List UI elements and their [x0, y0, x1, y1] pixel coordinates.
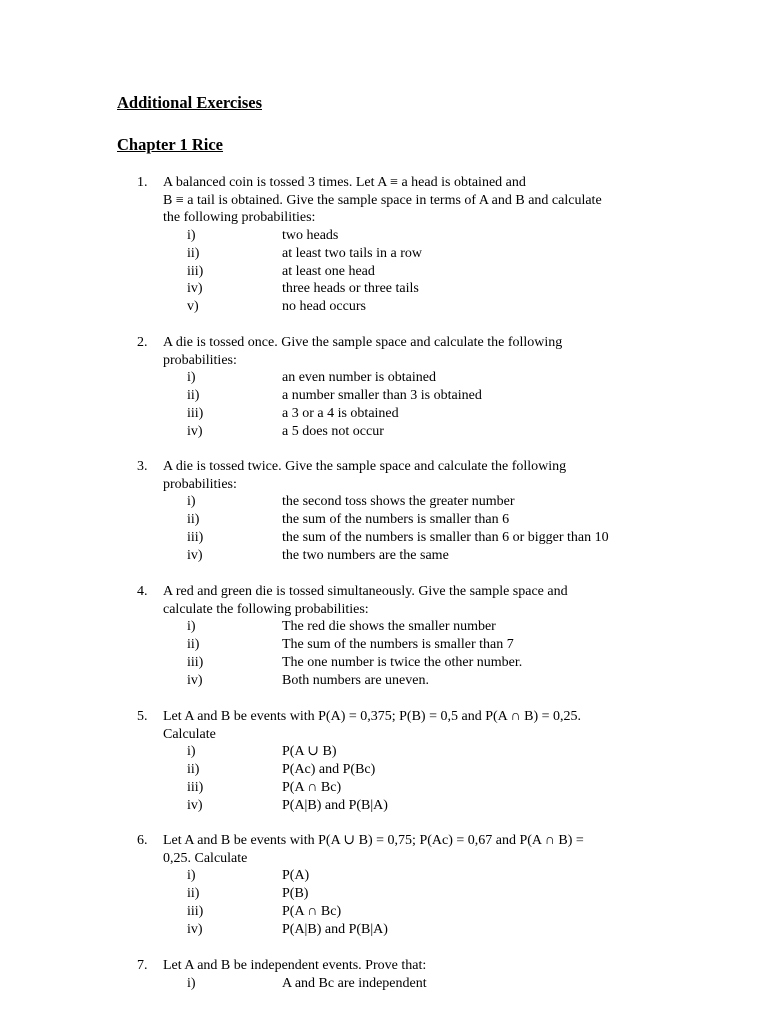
- sub-question: [137, 672, 657, 690]
- sub-text: a number smaller than 3 is obtained: [282, 388, 482, 404]
- sub-question: [137, 797, 657, 815]
- sub-text: at least two tails in a row: [282, 245, 422, 261]
- exercise-text-line: Let A and B be events with P(A) = 0,375; P(B) = 0,5 and P(A ∩ B) = 0,25.: [163, 709, 581, 724]
- sub-label: iii): [187, 405, 204, 421]
- exercise-5: [137, 708, 657, 814]
- exercise-2: [137, 334, 657, 440]
- sub-label: ii): [187, 512, 200, 528]
- sub-label: i): [187, 494, 196, 510]
- sub-question: [137, 761, 657, 779]
- sub-question: [137, 263, 657, 281]
- sub-question: [137, 529, 657, 547]
- exercise-1: [137, 174, 657, 316]
- exercise-7: [137, 957, 657, 992]
- exercise-text-line: probabilities:: [163, 352, 237, 368]
- sub-label: iv): [187, 547, 203, 563]
- exercise-text-line: A die is tossed once. Give the sample space and calculate the following: [163, 335, 563, 350]
- exercise-number: 2.: [137, 335, 148, 350]
- sub-text: at least one head: [282, 263, 375, 279]
- sub-text: Both numbers are uneven.: [282, 672, 429, 688]
- sub-question: [137, 227, 657, 245]
- sub-question: [137, 618, 657, 636]
- exercise-number: 1.: [137, 175, 148, 190]
- sub-label: iii): [187, 263, 204, 279]
- exercise-text-line: B ≡ a tail is obtained. Give the sample space in terms of A and B and calculate: [163, 192, 602, 208]
- sub-label: i): [187, 868, 196, 884]
- exercise-text-line: A die is tossed twice. Give the sample space and calculate the following: [163, 459, 567, 474]
- sub-text: a 5 does not occur: [282, 423, 384, 439]
- sub-question: [137, 423, 657, 441]
- sub-label: v): [187, 298, 199, 314]
- exercise-3: [137, 458, 657, 564]
- exercise-number: 3.: [137, 459, 148, 474]
- sub-label: iv): [187, 921, 203, 937]
- sub-text: The sum of the numbers is smaller than 7: [282, 637, 514, 653]
- exercise-text-line: A balanced coin is tossed 3 times. Let A ≡ a head is obtained and: [163, 175, 526, 190]
- page-title: Additional Exercises: [117, 93, 262, 112]
- sub-question: [137, 921, 657, 939]
- exercise-number: 5.: [137, 709, 148, 724]
- sub-label: i): [187, 228, 196, 244]
- sub-text: P(A ∪ B): [282, 744, 337, 760]
- sub-label: iv): [187, 423, 203, 439]
- sub-label: i): [187, 975, 196, 991]
- sub-question: [137, 547, 657, 565]
- sub-label: iii): [187, 529, 204, 545]
- sub-question: [137, 405, 657, 423]
- sub-question: [137, 779, 657, 797]
- exercise-text-line: calculate the following probabilities:: [163, 601, 369, 617]
- exercise-text-line: Calculate: [163, 726, 216, 742]
- sub-text: P(Ac) and P(Bc): [282, 762, 376, 778]
- sub-text: the sum of the numbers is smaller than 6 or bigger than 10: [282, 529, 609, 545]
- sub-question: [137, 369, 657, 387]
- sub-text: a 3 or a 4 is obtained: [282, 405, 399, 421]
- exercise-number: 7.: [137, 958, 148, 973]
- sub-question: [137, 298, 657, 316]
- chapter-heading: Chapter 1 Rice: [117, 135, 224, 154]
- sub-label: iii): [187, 903, 204, 919]
- sub-question: [137, 743, 657, 761]
- sub-text: A and Bc are independent: [282, 975, 427, 991]
- sub-text: P(A ∩ Bc): [282, 779, 342, 795]
- exercise-6: [137, 832, 657, 938]
- sub-label: iii): [187, 779, 204, 795]
- sub-question: [137, 903, 657, 921]
- sub-question: [137, 885, 657, 903]
- sub-label: i): [187, 619, 196, 635]
- sub-label: ii): [187, 388, 200, 404]
- sub-label: ii): [187, 762, 200, 778]
- exercise-number: 4.: [137, 584, 148, 599]
- sub-text: the second toss shows the greater number: [282, 494, 515, 510]
- sub-text: the two numbers are the same: [282, 547, 449, 563]
- sub-label: iv): [187, 797, 203, 813]
- sub-text: P(A ∩ Bc): [282, 903, 342, 919]
- sub-label: ii): [187, 886, 200, 902]
- sub-label: i): [187, 370, 196, 386]
- sub-label: ii): [187, 637, 200, 653]
- sub-question: [137, 867, 657, 885]
- sub-question: [137, 245, 657, 263]
- sub-text: P(A|B) and P(B|A): [282, 797, 388, 813]
- sub-question: [137, 636, 657, 654]
- sub-question: [137, 511, 657, 529]
- sub-question: [137, 493, 657, 511]
- exercise-text-line: probabilities:: [163, 476, 237, 492]
- sub-text: P(A): [282, 868, 310, 884]
- exercise-text-line: A red and green die is tossed simultaneously. Give the sample space and: [163, 584, 568, 599]
- sub-label: iii): [187, 654, 204, 670]
- sub-text: three heads or three tails: [282, 281, 419, 297]
- sub-label: i): [187, 744, 196, 760]
- sub-question: [137, 280, 657, 298]
- sub-text: an even number is obtained: [282, 370, 436, 386]
- sub-text: P(B): [282, 886, 309, 902]
- exercise-4: [137, 583, 657, 689]
- sub-text: The red die shows the smaller number: [282, 619, 496, 635]
- sub-label: ii): [187, 245, 200, 261]
- sub-label: iv): [187, 281, 203, 297]
- sub-question: [137, 975, 657, 993]
- exercise-text-line: 0,25. Calculate: [163, 850, 248, 866]
- sub-text: The one number is twice the other number.: [282, 654, 523, 670]
- sub-question: [137, 654, 657, 672]
- sub-text: the sum of the numbers is smaller than 6: [282, 512, 510, 528]
- exercise-number: 6.: [137, 833, 148, 848]
- sub-label: iv): [187, 672, 203, 688]
- exercise-text-line: Let A and B be independent events. Prove that:: [163, 958, 427, 973]
- sub-text: P(A|B) and P(B|A): [282, 921, 388, 937]
- exercise-text-line: Let A and B be events with P(A ∪ B) = 0,75; P(Ac) = 0,67 and P(A ∩ B) =: [163, 833, 584, 848]
- sub-question: [137, 387, 657, 405]
- sub-text: two heads: [282, 228, 339, 244]
- exercise-text-line: the following probabilities:: [163, 210, 316, 226]
- sub-text: no head occurs: [282, 298, 366, 314]
